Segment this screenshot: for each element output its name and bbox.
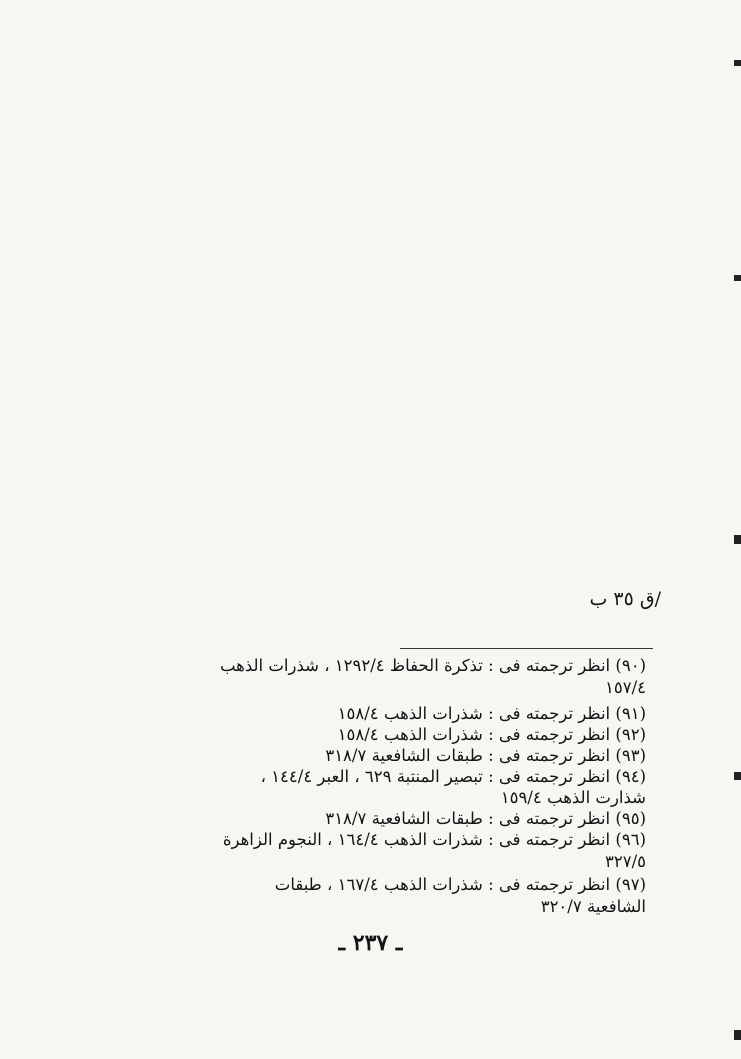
manuscript-folio-mark: /ق ٣٥ ب [589,588,661,610]
footnote: (٩٧) انظر ترجمته فى : شذرات الذهب ١٦٧/٤ ، طبقات [274,875,646,894]
scan-edge-mark [734,535,741,544]
scan-edge-mark [734,772,741,780]
footnote: ٣٢٧/٥ [604,852,646,871]
page-number: ـ ٢٣٧ ـ [338,930,403,956]
footnote: (٩٥) انظر ترجمته فى : طبقات الشافعية ٣١٨/٧ [325,809,646,828]
scan-edge-mark [734,1030,741,1040]
footnote: (٩٠) انظر ترجمته فى : تذكرة الحفاظ ١٢٩٢/٤ ، شذرات الذهب [219,656,646,675]
footnote: (٩٤) انظر ترجمته فى : تبصير المنتبة ٦٢٩ ، العبر ١٤٤/٤ ، [260,767,646,786]
footnote: الشافعية ٣٢٠/٧ [540,897,646,916]
footnote: (٩٣) انظر ترجمته فى : طبقات الشافعية ٣١٨/٧ [325,746,646,765]
footnote-separator [400,648,653,649]
scan-edge-mark [734,275,741,281]
footnote: شذارت الذهب ١٥٩/٤ [500,788,646,807]
footnote: (٩٢) انظر ترجمته فى : شذرات الذهب ١٥٨/٤ [337,725,646,744]
footnote: (٩١) انظر ترجمته فى : شذرات الذهب ١٥٨/٤ [337,704,646,723]
footnote: (٩٦) انظر ترجمته فى : شذرات الذهب ١٦٤/٤ ، النجوم الزاهرة [222,830,646,849]
scan-edge-mark [734,60,741,66]
footnote: ١٥٧/٤ [604,678,646,697]
